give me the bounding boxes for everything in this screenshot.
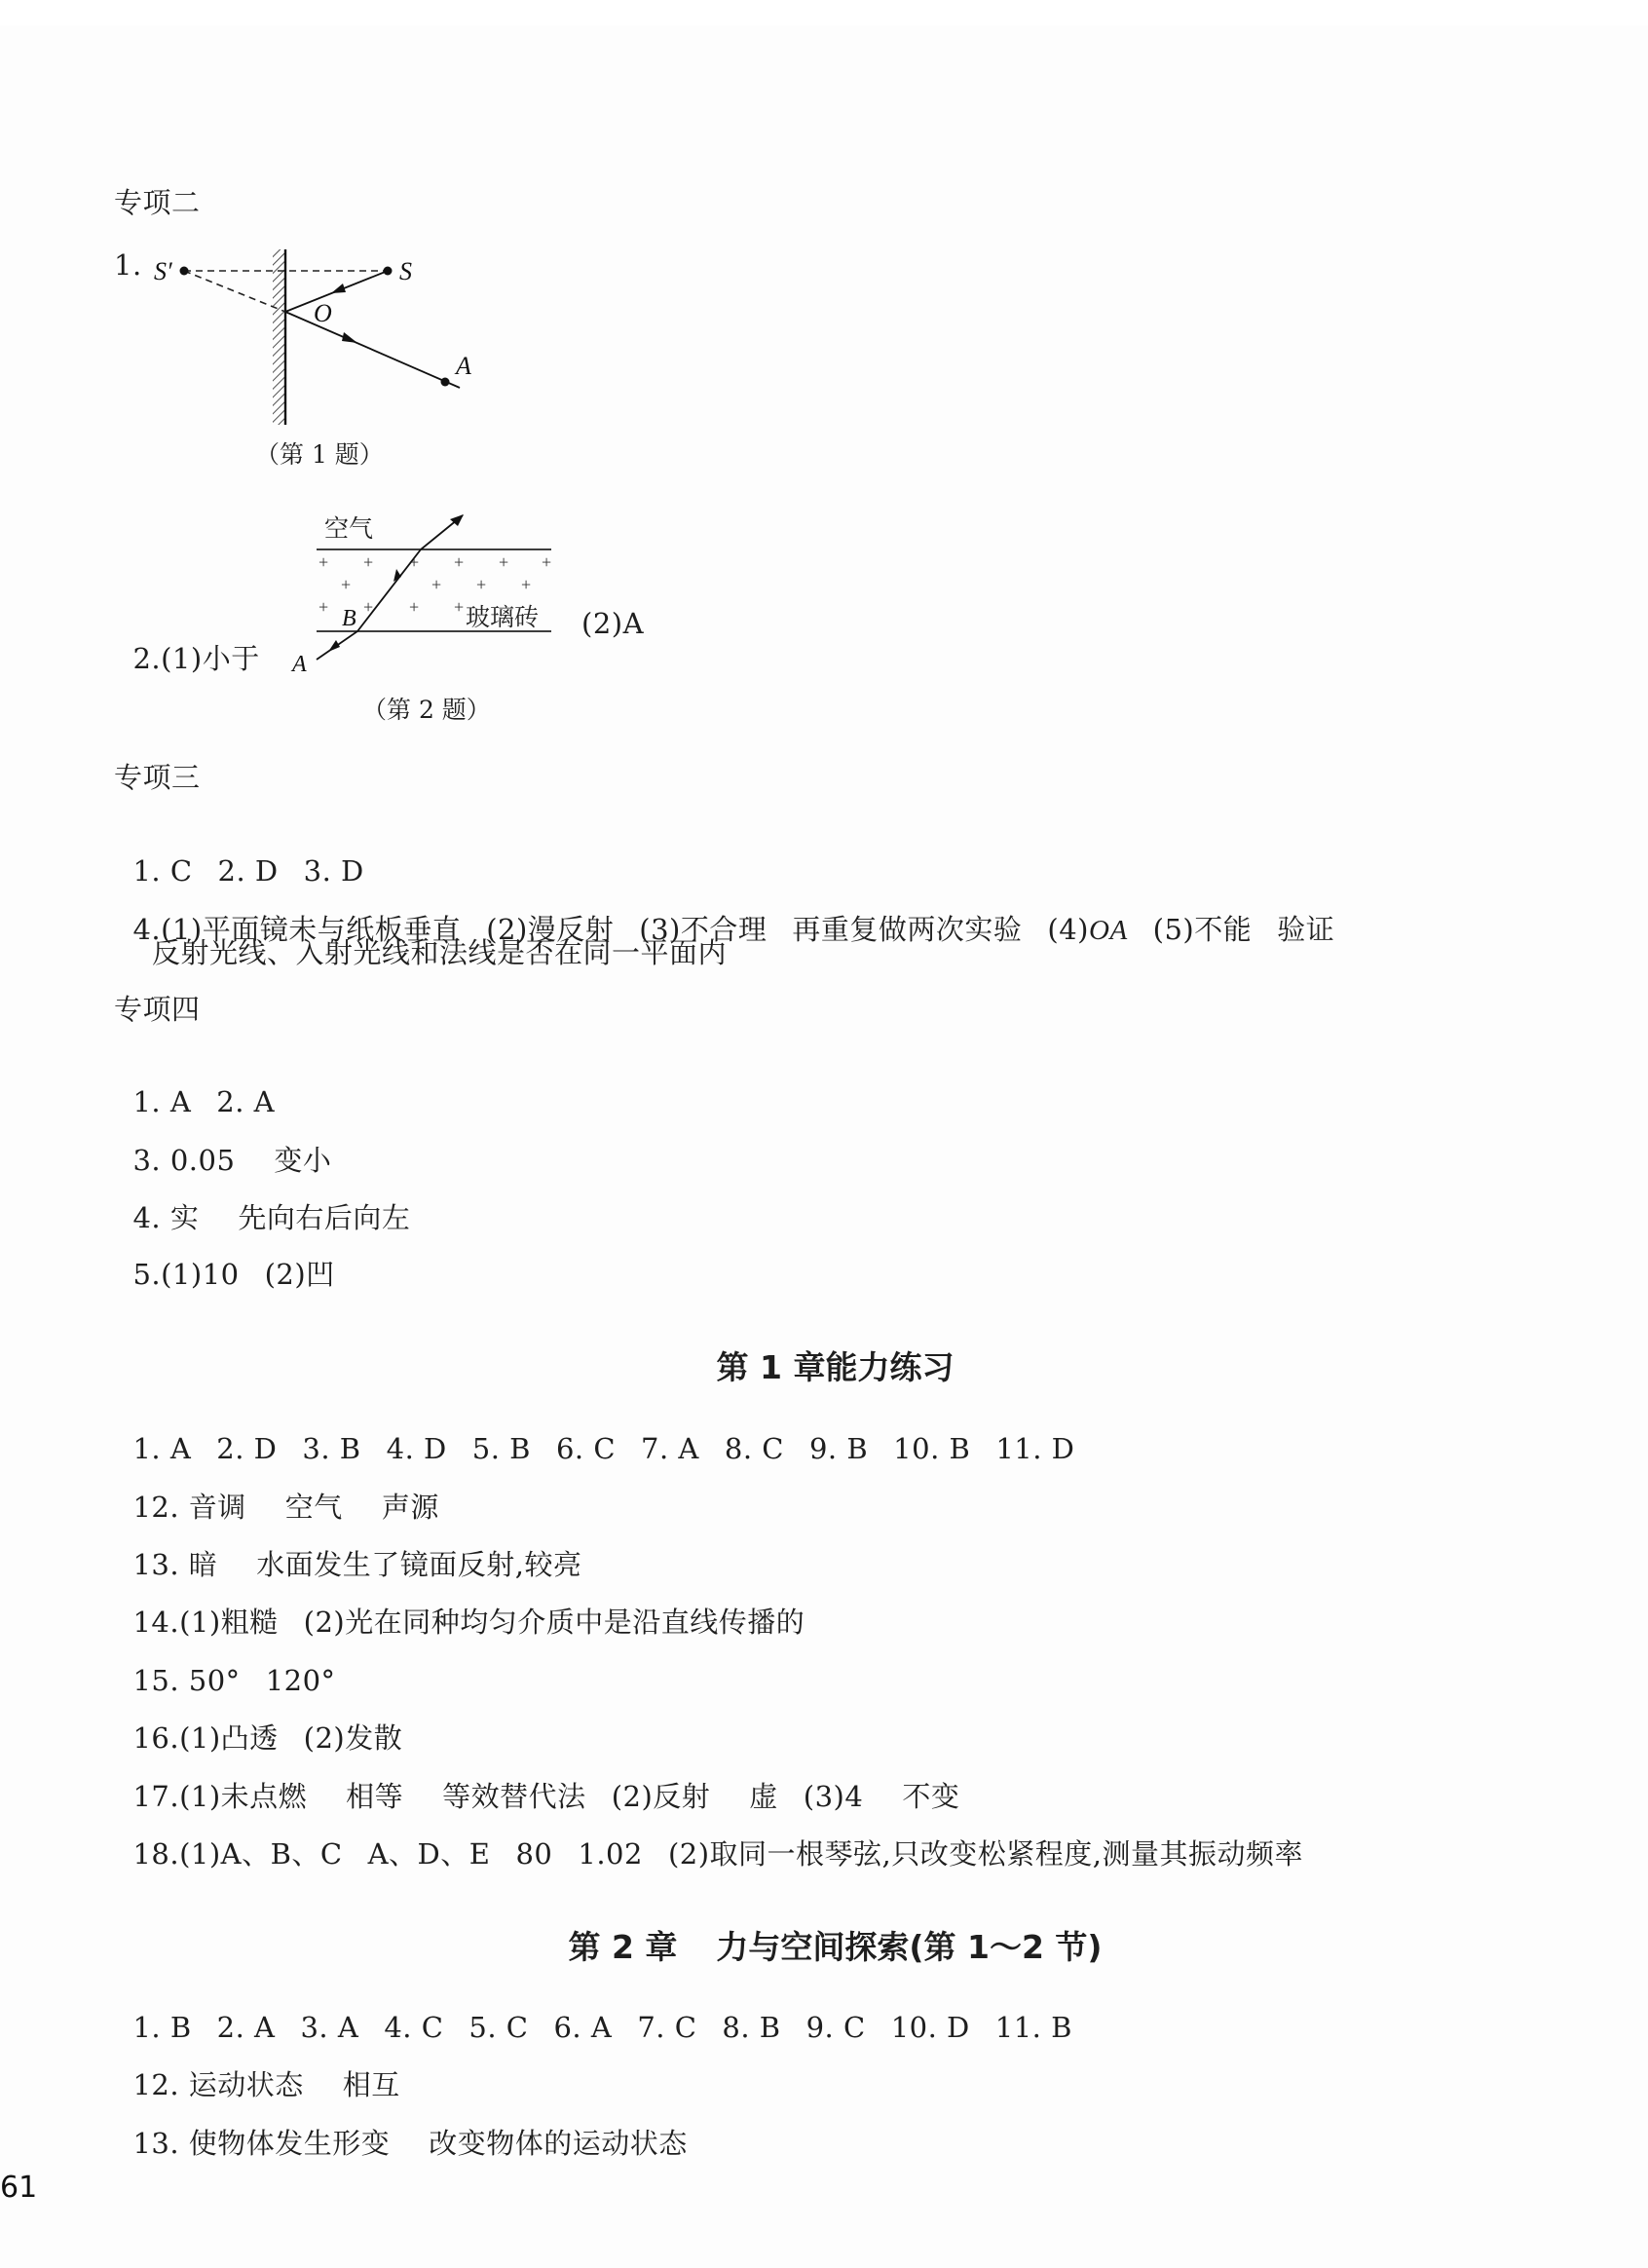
answer-part: (3)4 <box>803 1780 864 1813</box>
s2-q1-number: 1. <box>114 248 142 282</box>
s3-q4-part3a: (3)不合理 <box>639 913 768 946</box>
label-a: A <box>292 652 307 677</box>
answer-part: (1)粗糙 <box>179 1606 279 1639</box>
page-top-margin <box>0 0 1648 25</box>
s4-q5-answer-a: (1)10 <box>161 1258 240 1291</box>
answer-part: (2)取同一根琴弦,只改变松紧程度,测量其振动频率 <box>667 1837 1303 1871</box>
answer-part: A、D、E <box>367 1837 491 1871</box>
svg-text:+: + <box>363 552 374 572</box>
answer: 1. A <box>132 1432 192 1465</box>
answer: 8. C <box>724 1432 784 1465</box>
svg-text:+: + <box>363 597 374 617</box>
answer-part: 50° <box>188 1664 241 1697</box>
svg-text:+: + <box>318 552 329 572</box>
chapter-title-2-number: 第 2 章 <box>568 1928 678 1966</box>
s2-q2-line <box>114 606 260 675</box>
answer: 5. C <box>468 2011 529 2044</box>
ch1-q12-line <box>114 1455 439 1524</box>
answer-part: 相等 <box>346 1780 404 1813</box>
answer: 1. A <box>132 1085 192 1118</box>
ch1-q13-line <box>114 1512 582 1581</box>
ch2-mc-answers <box>114 1975 1098 2044</box>
answer-part: 虚 <box>749 1780 778 1813</box>
answer: 1. C <box>132 854 193 888</box>
answer: 3. D <box>303 854 364 888</box>
answer-part: 相互 <box>342 2068 400 2101</box>
label-s-prime: S′ <box>154 257 172 285</box>
answer-part: 120° <box>265 1664 336 1697</box>
s3-q4-part4-prefix: (4) <box>1047 913 1089 946</box>
svg-text:+: + <box>499 552 509 572</box>
svg-text:+: + <box>318 597 329 617</box>
section-title-s3: 专项三 <box>114 761 201 794</box>
mirror-hatching <box>273 249 285 425</box>
ch1-q17-number: 17. <box>132 1780 180 1813</box>
answer-part: 音调 <box>188 1491 246 1524</box>
label-air: 空气 <box>324 516 374 543</box>
s2-q2-part2: (2)A <box>581 607 645 640</box>
chapter-title-2 <box>0 1889 1648 1967</box>
svg-text:+: + <box>542 552 552 572</box>
svg-text:+: + <box>454 552 465 572</box>
ch2-q12-number: 12. <box>132 2068 180 2101</box>
chapter-title-1-text: 第 1 章能力练习 <box>716 1348 955 1386</box>
point-s-prime <box>180 267 189 276</box>
answer: 2. A <box>216 2011 276 2044</box>
answer-part: (1)未点燃 <box>179 1780 308 1813</box>
ch1-q12-number: 12. <box>132 1491 180 1524</box>
dashed-line-s-prime-to-o <box>184 271 285 312</box>
s3-q4-line <box>114 877 1335 946</box>
answer-part: 运动状态 <box>188 2068 304 2101</box>
svg-text:+: + <box>341 575 352 594</box>
s4-q4-number: 4. <box>132 1201 162 1234</box>
answer: 2. D <box>217 854 279 888</box>
s2-q2-part1: (1)小于 <box>161 642 260 675</box>
answer-part: (1)A、B、C <box>179 1837 343 1871</box>
answer-part: (2)反射 <box>611 1780 711 1813</box>
ch1-q18-line <box>114 1801 1303 1871</box>
answer-part: 不变 <box>902 1780 960 1813</box>
answer: 1. B <box>132 2011 192 2044</box>
reflected-ray <box>285 312 460 388</box>
s4-q3-answer-a: 0.05 <box>169 1144 236 1177</box>
answer: 8. B <box>722 2011 781 2044</box>
point-s <box>384 267 393 276</box>
answer: 9. C <box>805 2011 866 2044</box>
svg-text:+: + <box>431 575 442 594</box>
s4-q3-line <box>114 1108 332 1177</box>
answer: 3. A <box>300 2011 359 2044</box>
answer-part: (2)发散 <box>303 1721 403 1755</box>
answer: 7. A <box>641 1432 699 1465</box>
s4-q5-line <box>114 1222 335 1291</box>
answer: 10. D <box>890 2011 970 2044</box>
ch2-q13-line <box>114 2091 688 2160</box>
s3-q4-part5b: 验证 <box>1277 913 1335 946</box>
answer: 6. A <box>553 2011 613 2044</box>
s3-q4-part2: (2)漫反射 <box>486 913 615 946</box>
s3-q4-part3b: 再重复做两次实验 <box>792 913 1023 946</box>
ch1-q17-line <box>114 1744 960 1813</box>
s4-q4-line <box>114 1165 411 1234</box>
label-a: A <box>456 352 471 380</box>
ch2-q13-number: 13. <box>132 2127 180 2160</box>
svg-text:+: + <box>476 575 487 594</box>
answer-part: (1)凸透 <box>179 1721 279 1755</box>
page-number: 61 <box>0 2171 38 2205</box>
s3-q4-number: 4. <box>132 913 162 946</box>
glass-refraction-diagram <box>278 502 570 677</box>
s3-q4-continuation: 反射光线、入射光线和法线是否在同一平面内 <box>152 936 728 969</box>
answer-part: 声源 <box>381 1491 439 1524</box>
s4-q5-number: 5. <box>132 1258 162 1291</box>
answer-part: 改变物体的运动状态 <box>429 2127 688 2160</box>
s4-q5-answer-b: (2)凹 <box>264 1258 335 1291</box>
answer-part: 水面发生了镜面反射,较亮 <box>256 1548 582 1581</box>
ch1-q15-line <box>114 1628 336 1697</box>
ch1-q14-number: 14. <box>132 1606 180 1639</box>
arrow-icon <box>328 640 340 652</box>
answer: 11. B <box>994 2011 1072 2044</box>
s4-q4-answer-a: 实 <box>169 1201 200 1234</box>
answer-part: 80 <box>515 1837 553 1871</box>
answer-part: 1.02 <box>578 1837 643 1871</box>
svg-text:+: + <box>409 552 420 572</box>
answer: 6. C <box>555 1432 617 1465</box>
svg-text:+: + <box>454 597 465 617</box>
answer-part: 等效替代法 <box>442 1780 586 1813</box>
chapter-title-1 <box>0 1309 1648 1387</box>
ch1-q16-line <box>114 1685 403 1755</box>
ch1-q13-number: 13. <box>132 1548 180 1581</box>
answer: 9. B <box>808 1432 869 1465</box>
label-glass-brick: 玻璃砖 <box>466 605 540 631</box>
s3-q4-part1: (1)平面镜未与纸板垂直 <box>161 913 462 946</box>
answer: 3. B <box>302 1432 361 1465</box>
answer-part: 使物体发生形变 <box>188 2127 391 2160</box>
ch2-q12-line <box>114 2032 400 2101</box>
answer: 11. D <box>995 1432 1075 1465</box>
answer: 2. D <box>216 1432 278 1465</box>
answer: 5. B <box>471 1432 531 1465</box>
arrow-icon <box>342 332 357 343</box>
answer: 10. B <box>893 1432 971 1465</box>
label-s: S <box>399 257 412 285</box>
s4-q3-number: 3. <box>132 1144 162 1177</box>
answer-part: 暗 <box>188 1548 218 1581</box>
s4-mc-answers <box>114 1049 300 1118</box>
point-a <box>441 378 450 387</box>
svg-text:+: + <box>409 597 420 617</box>
arrow-icon <box>331 284 346 293</box>
ch1-q18-number: 18. <box>132 1837 180 1871</box>
ch1-q15-number: 15. <box>132 1664 180 1697</box>
plane-mirror-diagram <box>146 239 477 443</box>
s4-q3-answer-b: 变小 <box>274 1144 332 1177</box>
answer: 7. C <box>637 2011 697 2044</box>
answer: 4. C <box>384 2011 444 2044</box>
figure-caption-q2: （第 2 题） <box>362 696 491 724</box>
s2-q2-number: 2. <box>132 642 162 675</box>
answer-part: (2)光在同种均匀介质中是沿直线传播的 <box>303 1606 805 1639</box>
s4-q4-answer-b: 先向右后向左 <box>238 1201 411 1234</box>
svg-text:+: + <box>521 575 532 594</box>
section-title-s2: 专项二 <box>114 186 201 219</box>
s3-q4-part5a: (5)不能 <box>1152 913 1253 946</box>
answer: 2. A <box>216 1085 276 1118</box>
answer-part: 空气 <box>284 1491 343 1524</box>
ch1-q14-line <box>114 1569 805 1639</box>
s3-q4-part4-ray: OA <box>1089 915 1128 946</box>
chapter-title-2-text: 力与空间探索(第 1～2 节) <box>716 1928 1103 1966</box>
s3-mc-answers <box>114 818 390 888</box>
ch1-q16-number: 16. <box>132 1721 180 1755</box>
ch1-mc-answers <box>114 1396 1100 1465</box>
figure-caption-q1: （第 1 题） <box>255 440 384 469</box>
label-b: B <box>342 606 356 631</box>
label-o: O <box>314 299 332 327</box>
answer: 4. D <box>386 1432 447 1465</box>
section-title-s4: 专项四 <box>114 993 201 1026</box>
